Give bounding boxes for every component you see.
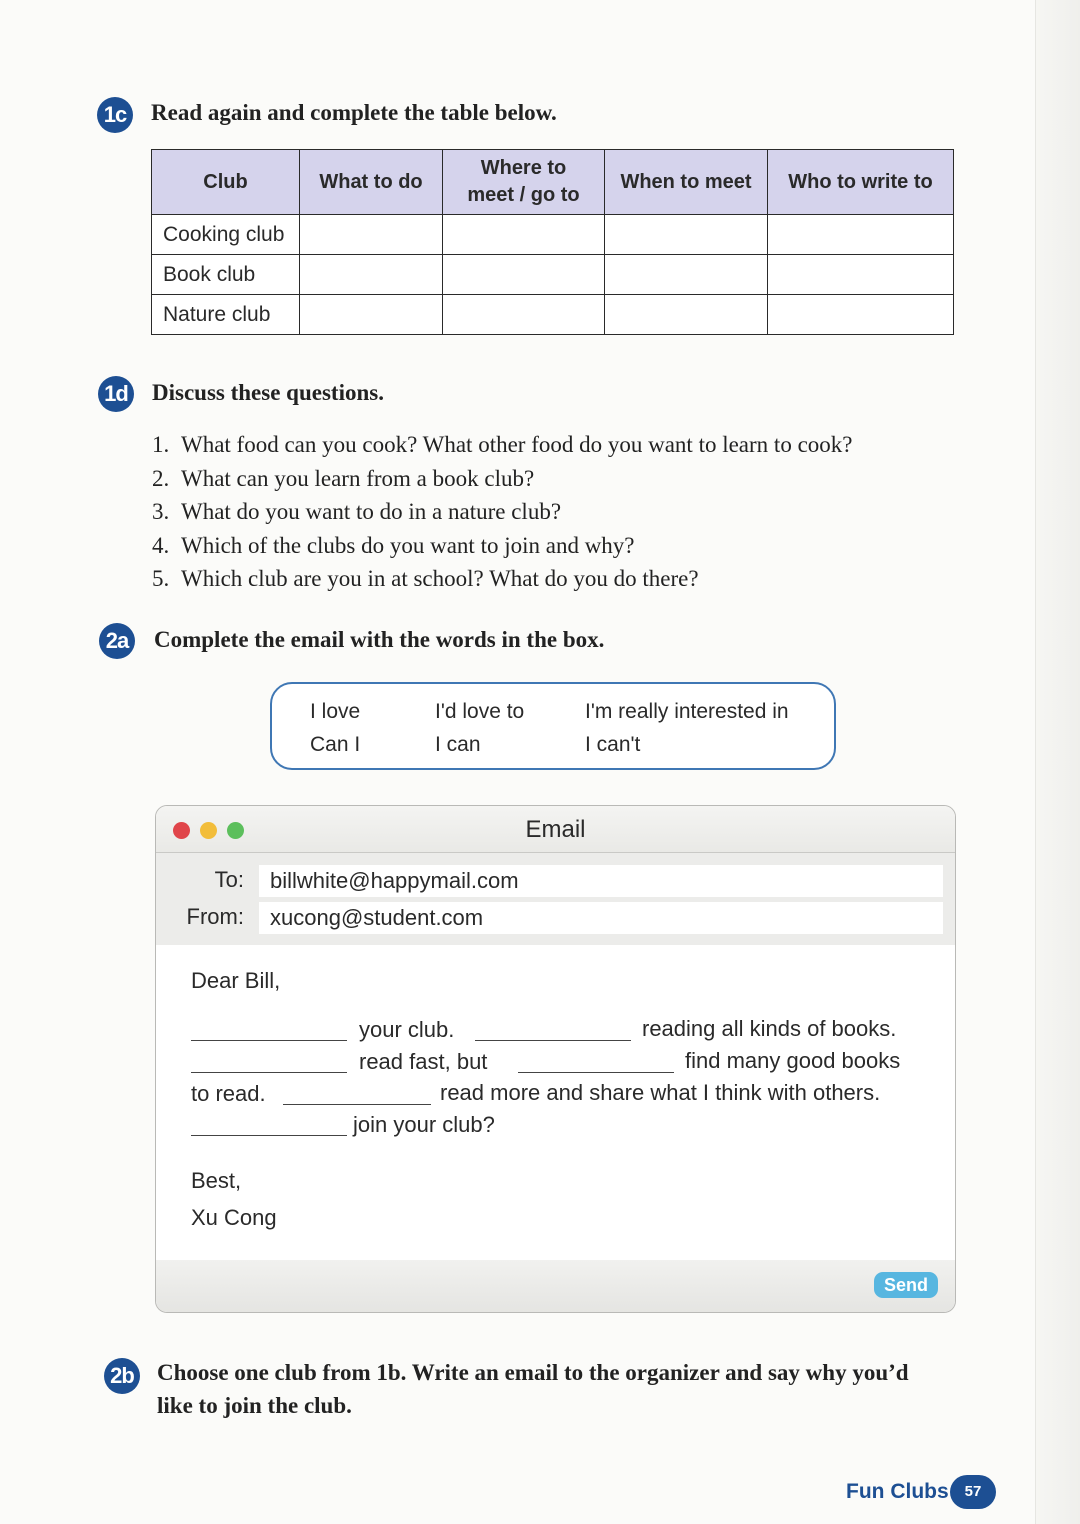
word-option: I can — [435, 733, 481, 756]
blank-line[interactable] — [191, 1072, 347, 1073]
table-cell[interactable] — [768, 255, 954, 295]
question-text: Which club are you in at school? What do you do there? — [181, 566, 699, 591]
header-who-to-write-to: Who to write to — [768, 150, 954, 215]
table-cell[interactable] — [605, 255, 768, 295]
section-badge-2b: 2b — [104, 1358, 140, 1394]
email-text: read more and share what I think with others. — [440, 1080, 881, 1105]
blank-line[interactable] — [191, 1040, 347, 1041]
email-header — [156, 853, 955, 945]
table-row — [152, 295, 954, 335]
word-option: I'm really interested in — [585, 700, 789, 723]
question-item — [152, 562, 852, 596]
club-table — [151, 149, 954, 335]
word-box — [270, 682, 836, 770]
word-option: I love — [310, 700, 361, 723]
instruction-2b-line1: Choose one club from 1b. Write an email to the organizer and say why you’d — [157, 1360, 909, 1385]
question-list — [152, 428, 852, 596]
instruction-2b-line2: like to join the club. — [157, 1393, 352, 1418]
blank-line[interactable] — [283, 1104, 431, 1105]
email-footer — [156, 1260, 955, 1312]
instruction-2a: Complete the email with the words in the box. — [154, 627, 605, 652]
table-cell[interactable] — [605, 295, 768, 335]
section-badge-1c: 1c — [97, 97, 133, 133]
header-what-to-do: What to do — [300, 150, 443, 215]
email-text: find many good books — [685, 1048, 901, 1073]
table-cell[interactable] — [300, 255, 443, 295]
question-item — [152, 529, 852, 563]
instruction-1c: Read again and complete the table below. — [151, 100, 557, 125]
row-label-book-club: Book club — [152, 255, 300, 295]
question-number: 1. — [152, 432, 170, 457]
table-cell[interactable] — [300, 295, 443, 335]
question-text: What can you learn from a book club? — [181, 465, 535, 491]
table-header-row — [152, 150, 954, 215]
email-greeting: Dear Bill, — [191, 968, 281, 993]
question-item — [152, 462, 852, 496]
question-text: What do you want to do in a nature club? — [181, 499, 562, 524]
table-row — [152, 255, 954, 295]
blank-line[interactable] — [518, 1072, 674, 1073]
from-label: From: — [186, 904, 244, 929]
email-window-title: Email — [525, 816, 586, 843]
header-where-line2: meet / go to — [467, 184, 580, 206]
page-number: 57 — [950, 1475, 996, 1509]
header-where-to-meet — [443, 150, 605, 215]
question-number: 4. — [152, 532, 170, 558]
to-field[interactable]: billwhite@happymail.com — [259, 865, 943, 897]
question-number: 2. — [152, 465, 170, 491]
table-cell[interactable] — [443, 215, 605, 255]
word-option: I can't — [585, 733, 641, 756]
table-cell[interactable] — [605, 215, 768, 255]
section-badge-2a: 2a — [99, 623, 135, 659]
email-titlebar — [156, 806, 955, 853]
email-text: reading all kinds of books. — [642, 1016, 897, 1041]
word-option: I'd love to — [435, 700, 525, 723]
email-closing: Best, — [191, 1168, 242, 1193]
question-item — [152, 428, 852, 462]
table-row — [152, 215, 954, 255]
page-edge — [1035, 0, 1080, 1524]
to-label: To: — [214, 867, 244, 892]
row-label-cooking-club: Cooking club — [152, 215, 300, 255]
unit-title: Fun Clubs — [846, 1480, 949, 1503]
email-window — [155, 805, 956, 1313]
header-where-line1: Where to — [480, 157, 567, 179]
table-cell[interactable] — [768, 295, 954, 335]
instruction-1d: Discuss these questions. — [152, 380, 384, 405]
question-text: What food can you cook? What other food do you want to learn to cook? — [181, 432, 853, 457]
question-number: 3. — [152, 499, 170, 524]
row-label-nature-club: Nature club — [152, 295, 300, 335]
send-button[interactable]: Send — [874, 1272, 938, 1298]
from-field[interactable]: xucong@student.com — [259, 902, 943, 934]
email-signature: Xu Cong — [191, 1205, 277, 1230]
word-option: Can I — [310, 733, 361, 756]
question-item — [152, 495, 852, 529]
blank-line[interactable] — [191, 1135, 347, 1136]
section-badge-1d: 1d — [98, 376, 134, 412]
email-text: to read. — [191, 1081, 266, 1106]
question-number: 5. — [152, 566, 170, 591]
email-text: read fast, but — [359, 1049, 488, 1074]
table-cell[interactable] — [443, 295, 605, 335]
table-cell[interactable] — [443, 255, 605, 295]
question-text: Which of the clubs do you want to join and why? — [181, 532, 635, 558]
header-club: Club — [152, 150, 300, 215]
blank-line[interactable] — [475, 1040, 631, 1041]
table-cell[interactable] — [768, 215, 954, 255]
table-cell[interactable] — [300, 215, 443, 255]
email-text: your club. — [359, 1017, 455, 1042]
email-text: join your club? — [353, 1112, 495, 1137]
header-when-to-meet: When to meet — [605, 150, 768, 215]
